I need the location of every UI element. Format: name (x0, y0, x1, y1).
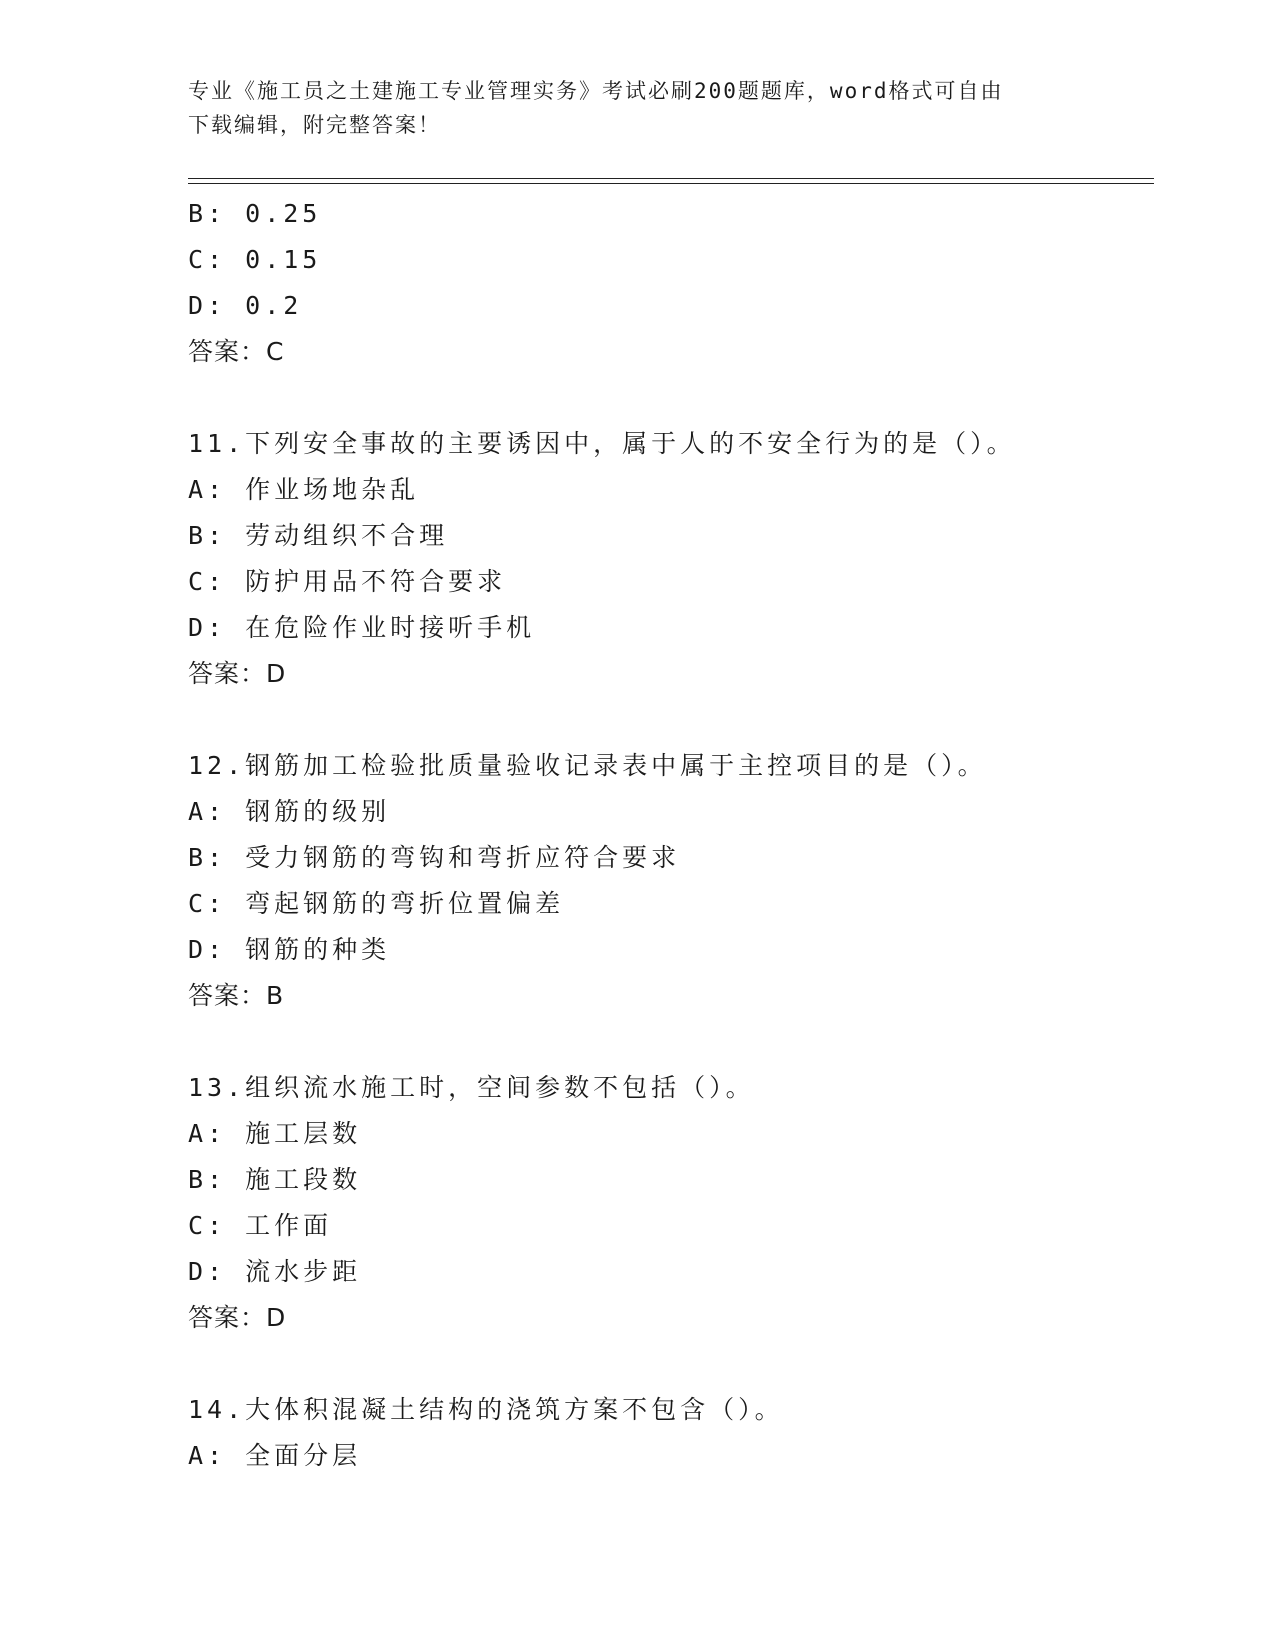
question-text: 12.钢筋加工检验批质量验收记录表中属于主控项目的是（）。 (188, 751, 987, 780)
option-d: D: 在危险作业时接听手机 (188, 613, 536, 642)
question-text: 11.下列安全事故的主要诱因中，属于人的不安全行为的是（）。 (188, 429, 1016, 458)
document-header (188, 74, 1088, 142)
header-line-2: 下载编辑，附完整答案！ (188, 113, 441, 137)
option-c: C: 工作面 (188, 1211, 333, 1240)
question-14 (188, 1387, 1148, 1479)
option-a: A: 钢筋的级别 (188, 797, 391, 826)
answer: 答案：D (188, 659, 287, 688)
header-line-1: 专业《施工员之土建施工专业管理实务》考试必刷200题题库，word格式可自由 (188, 79, 1004, 103)
option-d: D: 钢筋的种类 (188, 935, 391, 964)
option-b: B: 受力钢筋的弯钩和弯折应符合要求 (188, 843, 681, 872)
option-b: B: 0.25 (188, 199, 322, 228)
answer: 答案：B (188, 981, 285, 1010)
option-a: A: 全面分层 (188, 1441, 362, 1470)
option-b: B: 施工段数 (188, 1165, 362, 1194)
option-c: C: 弯起钢筋的弯折位置偏差 (188, 889, 565, 918)
option-d: D: 流水步距 (188, 1257, 362, 1286)
option-b: B: 劳动组织不合理 (188, 521, 449, 550)
question-13 (188, 1065, 1148, 1341)
header-rule-top (188, 178, 1154, 179)
option-c: C: 0.15 (188, 245, 322, 274)
question-11 (188, 421, 1148, 697)
answer: 答案：C (188, 337, 285, 366)
question-text: 14.大体积混凝土结构的浇筑方案不包含（）。 (188, 1395, 784, 1424)
document-body (188, 191, 1148, 1479)
option-a: A: 施工层数 (188, 1119, 362, 1148)
answer: 答案：D (188, 1303, 287, 1332)
header-rule-bottom (188, 183, 1154, 184)
option-a: A: 作业场地杂乱 (188, 475, 420, 504)
question-fragment (188, 191, 1148, 375)
question-12 (188, 743, 1148, 1019)
option-c: C: 防护用品不符合要求 (188, 567, 507, 596)
question-text: 13.组织流水施工时，空间参数不包括（）。 (188, 1073, 755, 1102)
option-d: D: 0.2 (188, 291, 303, 320)
